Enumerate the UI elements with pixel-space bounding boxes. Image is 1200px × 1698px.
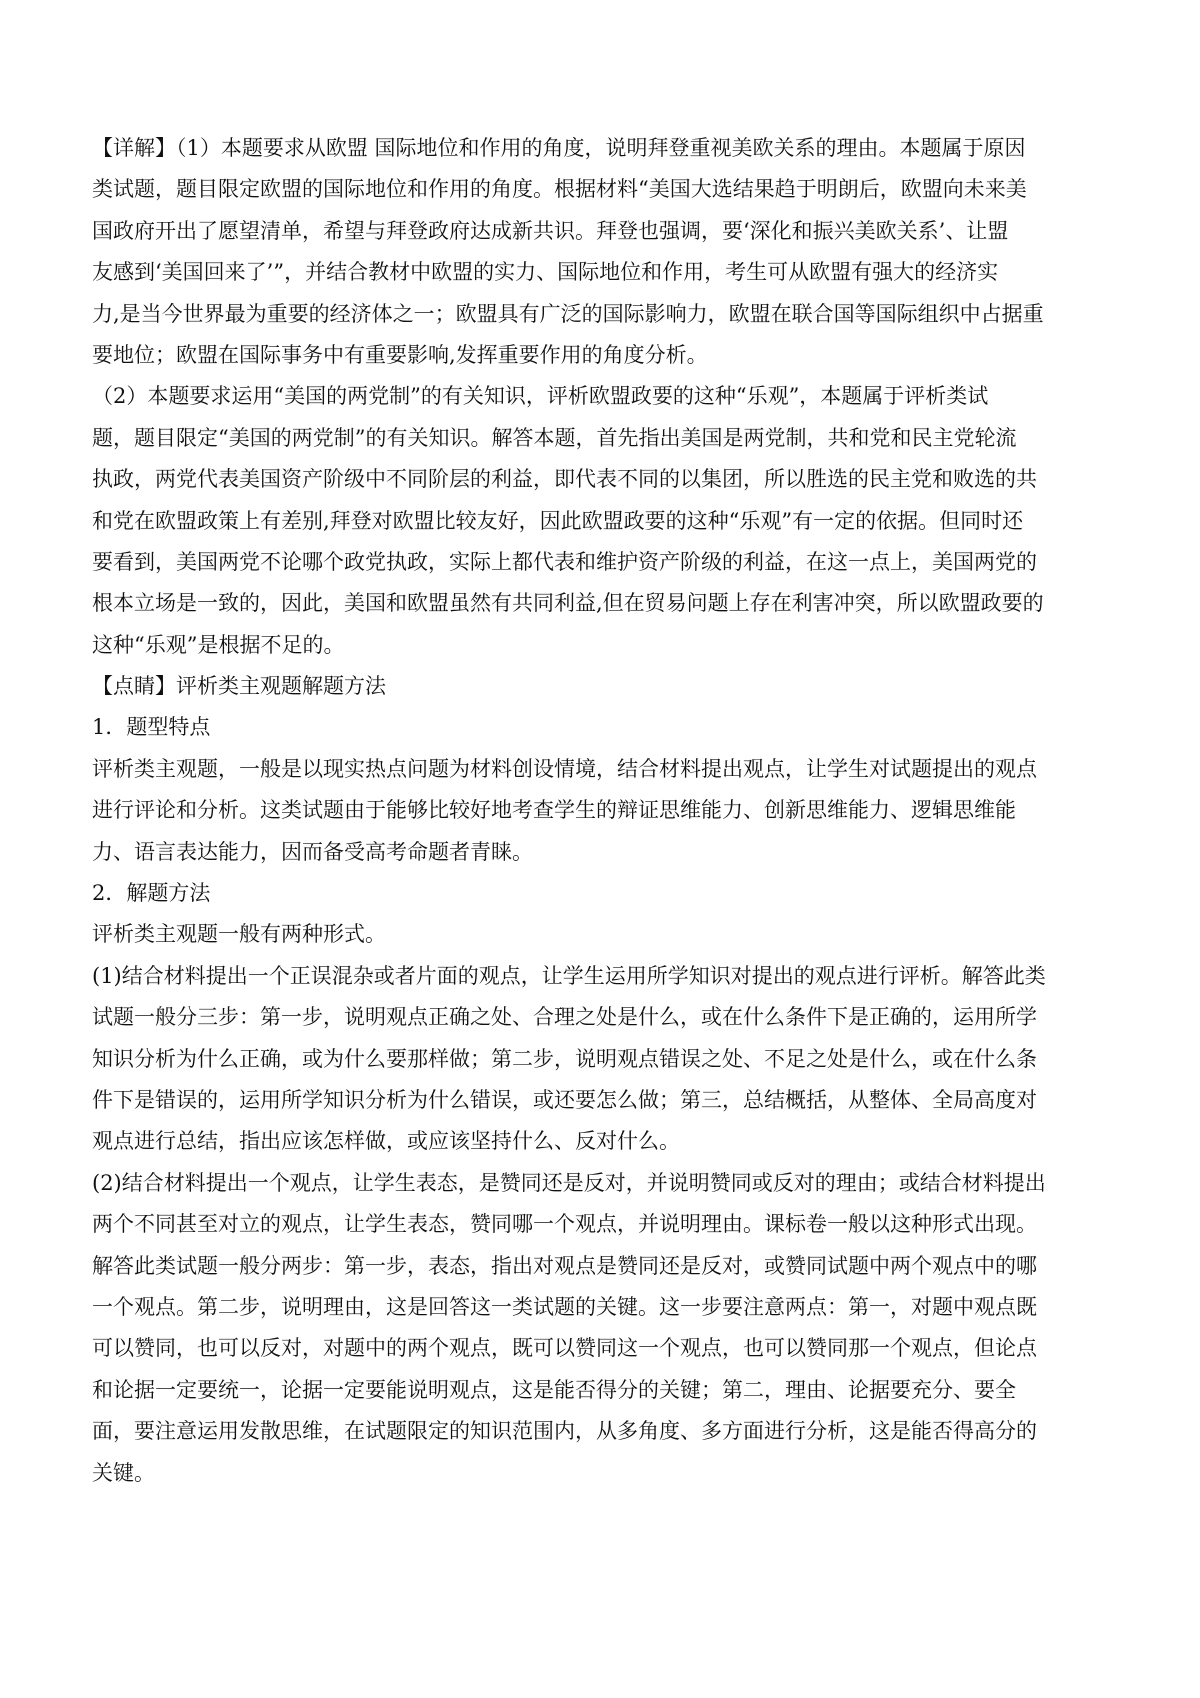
text-line: 进行评论和分析。这类试题由于能够比较好地考查学生的辩证思维能力、创新思维能力、逻辑思维能 <box>92 798 1016 823</box>
text-line: 和党在欧盟政策上有差别,拜登对欧盟比较友好，因此欧盟政要的这种“乐观”有一定的依据。但同时还 <box>92 508 1024 533</box>
text-line: 解答此类试题一般分两步：第一步，表态，指出对观点是赞同还是反对，或赞同试题中两个观点中的哪 <box>92 1253 1037 1278</box>
text-line: 关键。 <box>92 1460 155 1485</box>
text-line: 类试题，题目限定欧盟的国际地位和作用的角度。根据材料“美国大选结果趋于明朗后，欧盟向未来美 <box>92 177 1027 202</box>
text-line: 【详解】（1）本题要求从欧盟 国际地位和作用的角度，说明拜登重视美欧关系的理由。本题属于原因 <box>92 136 1026 160</box>
text-line: 力,是当今世界最为重要的经济体之一；欧盟具有广泛的国际影响力，欧盟在联合国等国际组织中占据重 <box>92 301 1044 326</box>
text-line: 评析类主观题，一般是以现实热点问题为材料创设情境，结合材料提出观点，让学生对试题提出的观点 <box>92 756 1037 781</box>
text-line: 试题一般分三步：第一步，说明观点正确之处、合理之处是什么，或在什么条件下是正确的，运用所学 <box>92 1005 1037 1030</box>
text-line: 题，题目限定“美国的两党制”的有关知识。解答本题，首先指出美国是两党制，共和党和民主党轮流 <box>92 425 1017 450</box>
text-line: 要看到，美国两党不论哪个政党执政，实际上都代表和维护资产阶级的利益，在这一点上，美国两党的 <box>92 549 1037 574</box>
text-line: 一个观点。第二步，说明理由，这是回答这一类试题的关键。这一步要注意两点：第一，对题中观点既 <box>92 1294 1037 1319</box>
text-line: 根本立场是一致的，因此，美国和欧盟虽然有共同利益,但在贸易问题上存在利害冲突，所以欧盟政要的 <box>92 591 1044 616</box>
text-line: 友感到‘美国回来了’”，并结合教材中欧盟的实力、国际地位和作用，考生可从欧盟有强大的经济实 <box>92 260 999 285</box>
subheading: 2．解题方法 <box>92 881 211 906</box>
text-line: 件下是错误的，运用所学知识分析为什么错误，或还要怎么做；第三，总结概括，从整体、全局高度对 <box>92 1087 1037 1112</box>
text-line: (1)结合材料提出一个正误混杂或者片面的观点，让学生运用所学知识对提出的观点进行评析。解答此类 <box>92 963 1046 988</box>
text-line: 国政府开出了愿望清单，希望与拜登政府达成新共识。拜登也强调，要‘深化和振兴美欧关系’、让盟 <box>92 218 1009 243</box>
text-line: (2)结合材料提出一个观点，让学生表态，是赞同还是反对，并说明赞同或反对的理由；或结合材料提出 <box>92 1170 1046 1195</box>
text-line: 要地位；欧盟在国际事务中有重要影响,发挥重要作用的角度分析。 <box>92 342 708 367</box>
text-line: 面，要注意运用发散思维，在试题限定的知识范围内，从多角度、多方面进行分析，这是能否得高分的 <box>92 1419 1037 1444</box>
section-heading: 【点睛】评析类主观题解题方法 <box>92 674 386 699</box>
text-line: 评析类主观题一般有两种形式。 <box>92 922 386 947</box>
document-body <box>92 128 1122 1494</box>
text-line: 两个不同甚至对立的观点，让学生表态，赞同哪一个观点，并说明理由。课标卷一般以这种形式出现。 <box>92 1212 1037 1237</box>
text-line: 执政，两党代表美国资产阶级中不同阶层的利益，即代表不同的以集团，所以胜选的民主党和败选的共 <box>92 467 1037 492</box>
subheading: 1．题型特点 <box>92 715 211 740</box>
text-line: 力、语言表达能力，因而备受高考命题者青睐。 <box>92 839 533 864</box>
text-line: （2）本题要求运用“美国的两党制”的有关知识，评析欧盟政要的这种“乐观”，本题属于评析类试 <box>92 384 989 409</box>
text-line: 可以赞同，也可以反对，对题中的两个观点，既可以赞同这一个观点，也可以赞同那一个观点，但论点 <box>92 1336 1037 1361</box>
text-line: 和论据一定要统一，论据一定要能说明观点，这是能否得分的关键；第二，理由、论据要充分、要全 <box>92 1377 1016 1402</box>
text-line: 这种“乐观”是根据不足的。 <box>92 632 345 657</box>
text-line: 观点进行总结，指出应该怎样做，或应该坚持什么、反对什么。 <box>92 1129 680 1154</box>
text-line: 知识分析为什么正确，或为什么要那样做；第二步，说明观点错误之处、不足之处是什么，或在什么条 <box>92 1046 1037 1071</box>
